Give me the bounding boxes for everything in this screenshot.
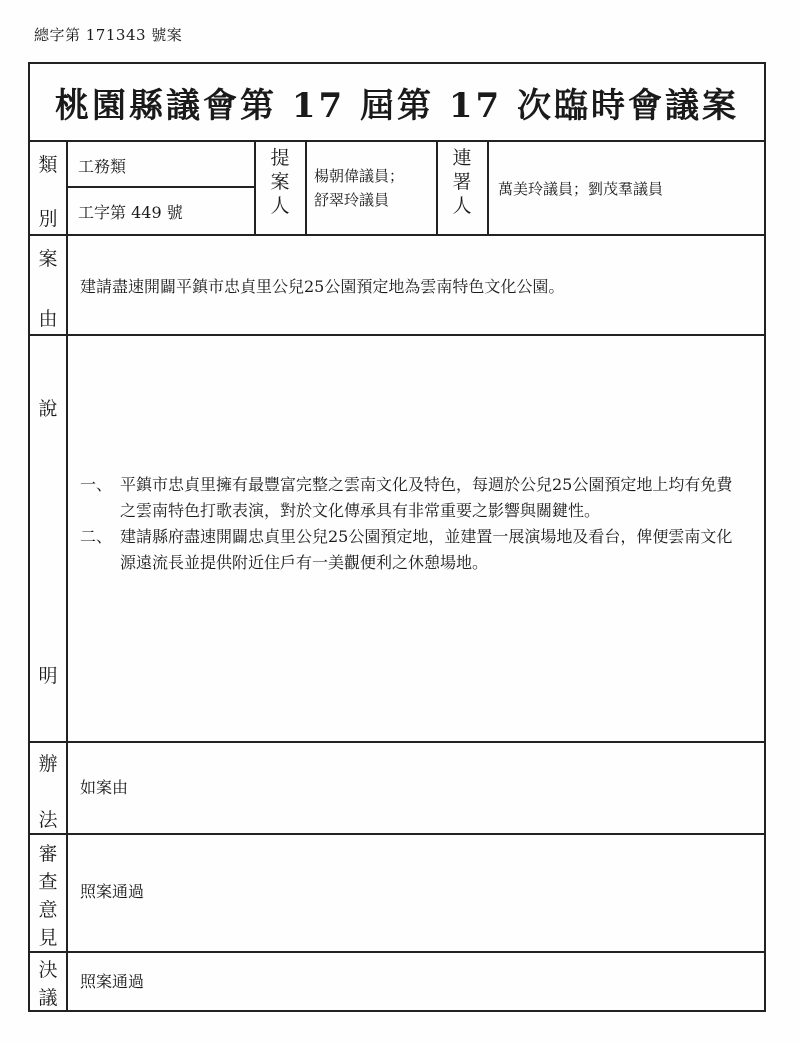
method-text: 如案由	[80, 778, 129, 797]
cosigner-names: 萬美玲議員；劉茂羣議員	[498, 180, 664, 198]
explanation-list	[80, 472, 748, 576]
proposer-label: 提 案 人	[270, 147, 290, 217]
explanation-row	[30, 336, 764, 743]
resolution-text: 照案通過	[80, 972, 145, 991]
resolution-row	[30, 953, 764, 1010]
category-cell	[68, 142, 254, 234]
form-title: 桃園縣議會第 17 屆第 17 次臨時會議案	[30, 64, 764, 142]
method-label: 辦 法	[30, 743, 68, 833]
cosigner-label: 連 署 人	[452, 147, 472, 217]
category-label: 類 別	[30, 142, 68, 234]
review-label: 審 查 意 見	[30, 835, 68, 951]
case-reference-number: 總字第 171343 號案	[34, 26, 183, 44]
category-row	[30, 142, 764, 236]
reason-label: 案 由	[30, 236, 68, 334]
explanation-label: 說 明	[30, 336, 68, 741]
review-text: 照案通過	[80, 882, 145, 901]
category-value: 工務類	[78, 157, 127, 176]
explanation-item: 二、 建請縣府盡速開闢忠貞里公兒25公園預定地，並建置一展演場地及看台，俾便雲南文化源遠流長並提供附近住戶有一美觀便利之休憩場地。	[80, 527, 733, 572]
review-row	[30, 835, 764, 953]
reason-text: 建請盡速開闢平鎮市忠貞里公兒25公園預定地為雲南特色文化公園。	[80, 277, 565, 296]
proposer-names: 楊朝偉議員； 舒翠玲議員	[314, 167, 405, 209]
proposal-form	[28, 62, 766, 1012]
category-number: 工字第 449 號	[78, 203, 183, 222]
method-row	[30, 743, 764, 835]
resolution-label: 決 議	[30, 953, 68, 1010]
reason-row	[30, 236, 764, 336]
explanation-item: 一、 平鎮市忠貞里擁有最豐富完整之雲南文化及特色，每週於公兒25公園預定地上均有免費之雲南特色打歌表演，對於文化傳承具有非常重要之影響與關鍵性。	[80, 475, 733, 520]
